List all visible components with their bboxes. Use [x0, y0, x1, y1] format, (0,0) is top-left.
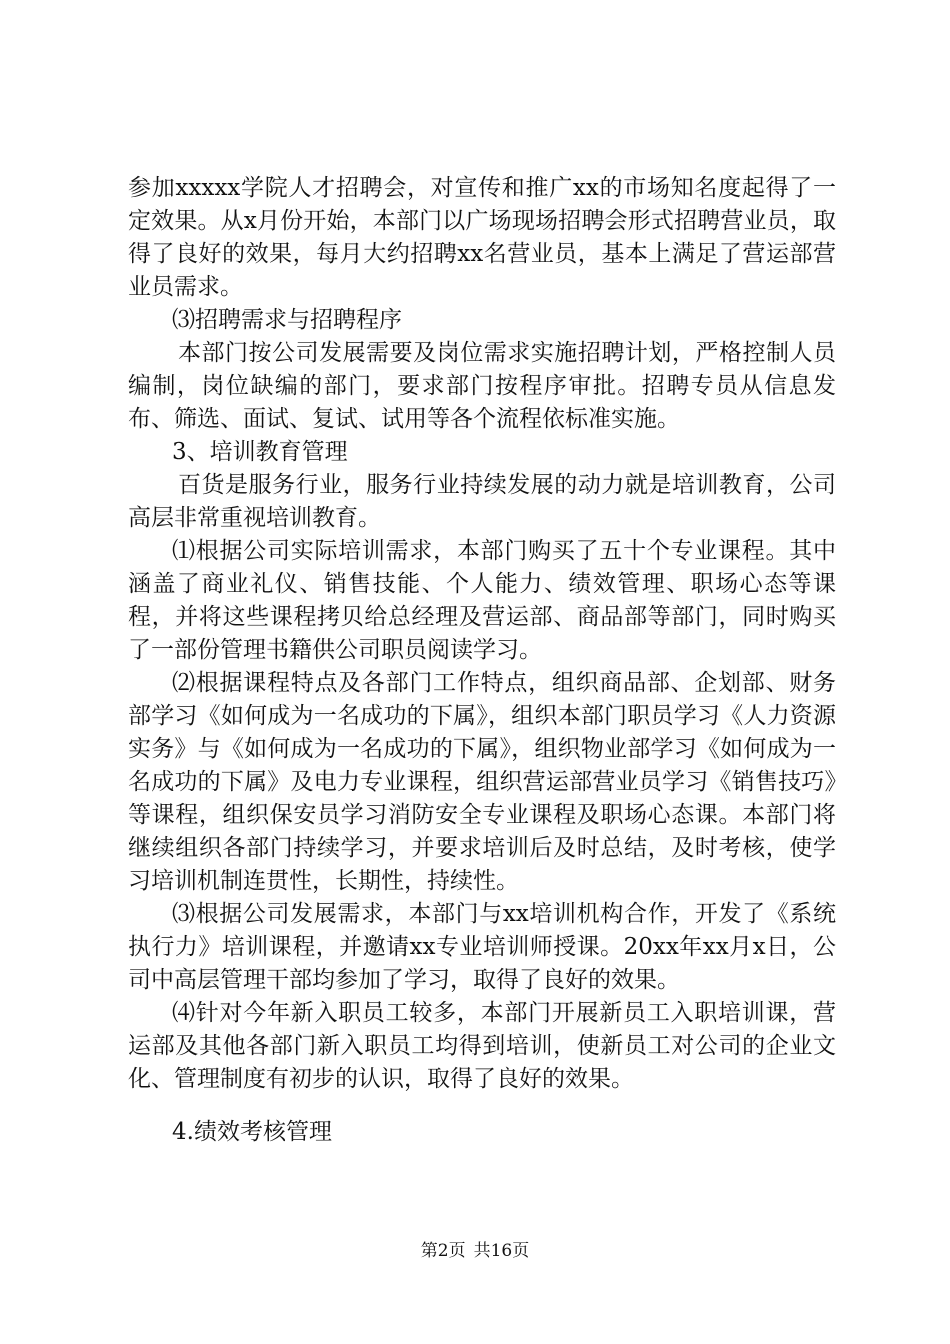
- paragraph-training-courses: ⑴根据公司实际培训需求，本部门购买了五十个专业课程。其中涵盖了商业礼仪、销售技能、个人能力、绩效管理、职场心态等课程，并将这些课程拷贝给总经理及营运部、商品部等部门，同时购买了一部份管理书籍供公司职员阅读学习。: [128, 538, 836, 663]
- section-heading-training: 3、培训教育管理: [172, 439, 348, 465]
- paragraph-new-employee-training: ⑷针对今年新入职员工较多，本部门开展新员工入职培训课，营运部及其他各部门新入职员工均得到培训，使新员工对公司的企业文化、管理制度有初步的认识，取得了良好的效果。: [128, 1000, 836, 1092]
- paragraph-training-intro: 百货是服务行业，服务行业持续发展的动力就是培训教育，公司高层非常重视培训教育。: [128, 472, 836, 531]
- page-footer: [0, 1241, 950, 1261]
- paragraph-training-cooperation: ⑶根据公司发展需求，本部门与xx培训机构合作，开发了《系统执行力》培训课程，并邀请xx专业培训师授课。20xx年xx月x日，公司中高层管理干部均参加了学习，取得了良好的效果。: [128, 901, 836, 993]
- subheading-recruitment-procedure: ⑶招聘需求与招聘程序: [172, 307, 402, 333]
- page-total: 共16页: [473, 1241, 530, 1261]
- paragraph-training-organization: ⑵根据课程特点及各部门工作特点，组织商品部、企划部、财务部学习《如何成为一名成功的下属》，组织本部门职员学习《人力资源实务》与《如何成为一名成功的下属》，组织物业部学习《如何成为一名成功的下属》及电力专业课程，组织营运部营业员学习《销售技巧》等课程，组织保安员学习消防安全专业课程及职场心态课。本部门将继续组织各部门持续学习，并要求培训后及时总结，及时考核，使学习培训机制连贯性，长期性，持续性。: [128, 670, 836, 894]
- page-number: 第2页: [420, 1241, 466, 1261]
- paragraph-recruitment-fair: 参加xxxxx学院人才招聘会，对宣传和推广xx的市场知名度起得了一定效果。从x月份开始，本部门以广场现场招聘会形式招聘营业员，取得了良好的效果，每月大约招聘xx名营业员，基本上满足了营运部营业员需求。: [128, 175, 836, 300]
- paragraph-recruitment-plan: 本部门按公司发展需要及岗位需求实施招聘计划，严格控制人员编制，岗位缺编的部门，要求部门按程序审批。招聘专员从信息发布、筛选、面试、复试、试用等各个流程依标准实施。: [128, 340, 836, 432]
- section-heading-performance: 4.绩效考核管理: [172, 1119, 332, 1145]
- paragraph-gap: [128, 1096, 836, 1116]
- document-body: [128, 172, 836, 1149]
